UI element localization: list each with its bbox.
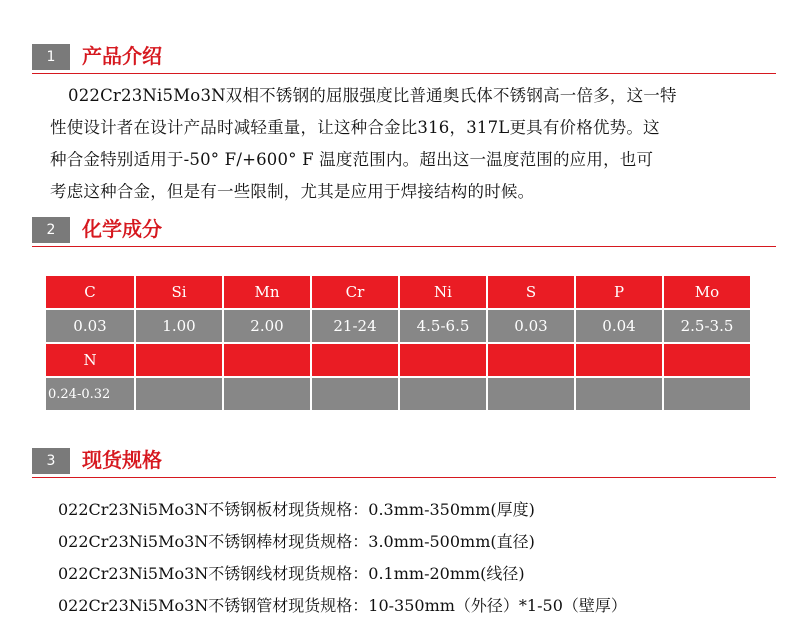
- spec-item-pipe: 022Cr23Ni5Mo3N不锈钢管材现货规格：10-350mm（外径）*1-50（壁厚）: [58, 596, 627, 615]
- intro-line: 考虑这种合金，但是有一些限制，尤其是应用于焊接结构的时候。: [50, 182, 535, 201]
- element-value-cell: 0.03: [46, 310, 134, 342]
- spec-item-plate: 022Cr23Ni5Mo3N不锈钢板材现货规格：0.3mm-350mm(厚度): [58, 500, 535, 519]
- element-header-cell: Mo: [664, 276, 750, 308]
- element-header-cell: [488, 344, 574, 376]
- section-divider: [32, 477, 776, 478]
- spec-item-wire: 022Cr23Ni5Mo3N不锈钢线材现货规格：0.1mm-20mm(线径): [58, 564, 525, 583]
- section-header-product-intro: [32, 40, 776, 74]
- section-header-stock-specs: [32, 444, 776, 478]
- element-header-cell: Mn: [224, 276, 310, 308]
- section-number: 3: [32, 448, 70, 474]
- element-header-cell: Ni: [400, 276, 486, 308]
- element-header-cell: C: [46, 276, 134, 308]
- element-value-cell: [576, 378, 662, 410]
- element-value-cell: [400, 378, 486, 410]
- element-value-cell: [312, 378, 398, 410]
- intro-line: 022Cr23Ni5Mo3N双相不锈钢的屈服强度比普通奥氏体不锈钢高一倍多，这一特: [68, 86, 677, 105]
- element-header-cell: [576, 344, 662, 376]
- element-value-cell: 21-24: [312, 310, 398, 342]
- element-value-cell: 0.03: [488, 310, 574, 342]
- element-header-cell: [312, 344, 398, 376]
- element-header-cell: Si: [136, 276, 222, 308]
- element-header-cell: [400, 344, 486, 376]
- section-title: 产品介绍: [82, 44, 162, 68]
- element-value-cell: 4.5-6.5: [400, 310, 486, 342]
- element-value-cell: 2.5-3.5: [664, 310, 750, 342]
- section-number: 1: [32, 44, 70, 70]
- element-header-cell: P: [576, 276, 662, 308]
- table-row: [46, 378, 750, 410]
- table-row: [46, 344, 750, 376]
- section-divider: [32, 246, 776, 247]
- element-value-cell: 2.00: [224, 310, 310, 342]
- section-number: 2: [32, 217, 70, 243]
- element-value-cell: [664, 378, 750, 410]
- element-value-cell: [488, 378, 574, 410]
- element-header-cell: Cr: [312, 276, 398, 308]
- composition-table: [44, 274, 752, 412]
- element-value-cell: [136, 378, 222, 410]
- element-header-cell: [136, 344, 222, 376]
- table-row: [46, 310, 750, 342]
- section-title: 现货规格: [82, 448, 162, 472]
- intro-line: 性使设计者在设计产品时减轻重量，让这种合金比316，317L更具有价格优势。这: [50, 118, 660, 137]
- spec-item-bar: 022Cr23Ni5Mo3N不锈钢棒材现货规格：3.0mm-500mm(直径): [58, 532, 535, 551]
- intro-paragraph: [50, 80, 780, 208]
- section-header-chemical-composition: [32, 213, 776, 247]
- element-value-cell: 0.24-0.32: [46, 378, 134, 410]
- intro-line: 种合金特别适用于-50° F/+600° F 温度范围内。超出这一温度范围的应用，也可: [50, 150, 654, 169]
- section-title: 化学成分: [82, 217, 162, 241]
- element-header-cell: [224, 344, 310, 376]
- spec-list: [58, 494, 627, 622]
- element-header-cell: [664, 344, 750, 376]
- element-value-cell: 1.00: [136, 310, 222, 342]
- element-header-cell: S: [488, 276, 574, 308]
- table-row: [46, 276, 750, 308]
- element-header-cell: N: [46, 344, 134, 376]
- element-value-cell: 0.04: [576, 310, 662, 342]
- element-value-cell: [224, 378, 310, 410]
- section-divider: [32, 73, 776, 74]
